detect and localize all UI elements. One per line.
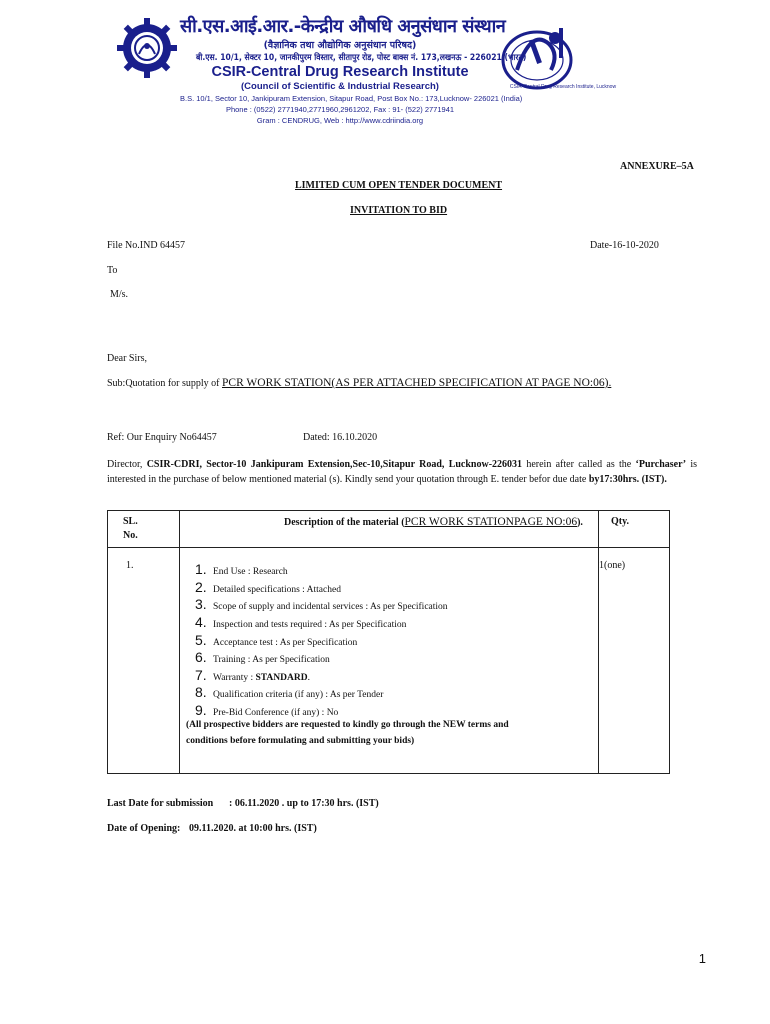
letterhead-hindi-name: सी.एस.आई.आर.-केन्द्रीय औषधि अनुसंधान संस्थान [180, 16, 506, 37]
annexure-label: ANNEXURE–5A [620, 161, 694, 172]
column-header-no: No. [123, 530, 138, 541]
opening-date-label: Date of Opening: [107, 823, 181, 834]
column-desc-prefix: Description of the material ( [284, 517, 405, 528]
letterhead-hindi-address: बी.एस. 10/1, सेक्टर 10, जानकीपुरम विस्तार, सीतापुर रोड, पोस्ट बाक्स नं. 173,लखनऊ - 226021 (भारत) [196, 53, 527, 63]
para-purchaser: ‘Purchaser’ [635, 459, 687, 470]
list-item-text: Detailed specifications : Attached [213, 585, 341, 595]
letterhead-web: Gram : CENDRUG, Web : http://www.cdriindia.org [256, 116, 424, 125]
document-subtitle: INVITATION TO BID [350, 205, 448, 216]
bidders-note-line-1: (All prospective bidders are requested to kindly go through the NEW terms and [186, 720, 509, 730]
list-item-text: Qualification criteria (if any) : As per Tender [213, 690, 384, 700]
row-sl-number: 1. [126, 560, 134, 571]
warranty-value: STANDARD [255, 673, 308, 683]
csir-gear-logo-icon [117, 14, 177, 82]
last-date-value: : 06.11.2020 . up to 17:30 hrs. (IST) [229, 798, 379, 809]
list-item [195, 561, 288, 577]
reference-date: Dated: 16.10.2020 [303, 432, 378, 443]
bidders-note-line-2: conditions before formulating and submitting your bids) [186, 736, 415, 746]
para-due: by17:30hrs. (IST). [588, 474, 667, 485]
list-item-number: 4. [195, 614, 207, 630]
list-item-number: 5. [195, 632, 207, 648]
list-item-number: 3. [195, 596, 207, 612]
column-desc-item: PCR WORK STATIONPAGE NO:06 [404, 516, 578, 528]
list-item-text: Training : As per Specification [213, 655, 330, 665]
list-item [195, 614, 406, 630]
list-item-text: Warranty : [213, 673, 256, 683]
column-desc-suffix: ). [577, 517, 583, 528]
reference-line: Ref: Our Enquiry No64457 [107, 432, 217, 443]
intro-paragraph [107, 457, 697, 487]
document-date: Date-16-10-2020 [590, 240, 659, 251]
table-divider [598, 511, 599, 773]
letterhead-phone: Phone : (0522) 2771940,2771960,2961202, Fax : 91- (522) 2771941 [225, 105, 455, 114]
list-item-text: Scope of supply and incidental services : As per Specification [213, 602, 448, 612]
document-title: LIMITED CUM OPEN TENDER DOCUMENT [295, 180, 503, 191]
column-header-qty: Qty. [611, 516, 630, 527]
svg-text:CSIR-Central Drug Research Ins: CSIR-Central Drug Research Institute, Lucknow [509, 84, 617, 90]
row-quantity: 1(one) [599, 560, 626, 571]
warranty-suffix: . [307, 673, 310, 683]
addressee-ms: M/s. [110, 289, 129, 300]
subject-prefix: Sub:Quotation for supply of [107, 378, 222, 389]
list-item [195, 684, 383, 700]
subject-item: PCR WORK STATION(AS PER ATTACHED SPECIFICATION AT PAGE NO:06). [222, 377, 612, 389]
list-item-text: Acceptance test : As per Specification [213, 638, 358, 648]
letterhead-address: B.S. 10/1, Sector 10, Jankipuram Extension, Sitapur Road, Post Box No.: 173,Lucknow- 226021 (India) [180, 94, 523, 103]
para-address: CSIR-CDRI, Sector-10 Jankipuram Extension,Sec-10,Sitapur Road, Lucknow-226031 [146, 459, 523, 470]
cdri-emblem-logo-icon [497, 18, 617, 94]
list-item-number: 6. [195, 649, 207, 665]
list-item [195, 667, 310, 683]
list-item [195, 596, 448, 612]
list-item [195, 632, 357, 648]
list-item-text: Pre-Bid Conference (if any) : No [213, 708, 339, 718]
salutation: Dear Sirs, [107, 353, 147, 364]
para-rest: is interested in the purchase of below mentioned material (s). Kindly send your quotation through E. tender befor due date [107, 459, 698, 485]
subject-line [107, 377, 611, 389]
list-item [195, 579, 341, 595]
table-divider [179, 511, 180, 773]
list-item-number: 2. [195, 579, 207, 595]
list-item-number: 7. [195, 667, 207, 683]
list-item-number: 1. [195, 561, 207, 577]
list-item-number: 8. [195, 684, 207, 700]
column-header-sl: SL. [123, 516, 138, 527]
para-director: Director, [107, 459, 147, 470]
last-date-label: Last Date for submission [107, 798, 214, 809]
page-number: 1 [698, 951, 706, 966]
file-number: File No.IND 64457 [107, 240, 186, 251]
list-item [195, 649, 330, 665]
opening-date-value: 09.11.2020. at 10:00 hrs. (IST) [189, 823, 317, 834]
list-item-text: Inspection and tests required : As per Specification [213, 620, 407, 630]
letterhead-institute-name: CSIR-Central Drug Research Institute [211, 64, 469, 80]
list-item-number: 9. [195, 702, 207, 718]
list-item [195, 702, 338, 718]
column-header-description [284, 516, 583, 528]
material-table [107, 510, 670, 774]
table-header-divider [108, 547, 669, 548]
list-item-text: End Use : Research [213, 567, 288, 577]
letterhead-council: (Council of Scientific & Industrial Research) [241, 81, 439, 92]
para-mid: herein after called as the [522, 459, 636, 470]
addressee-to: To [107, 265, 118, 276]
letterhead-hindi-council: (वैज्ञानिक तथा औद्योगिक अनुसंधान परिषद) [263, 40, 417, 51]
